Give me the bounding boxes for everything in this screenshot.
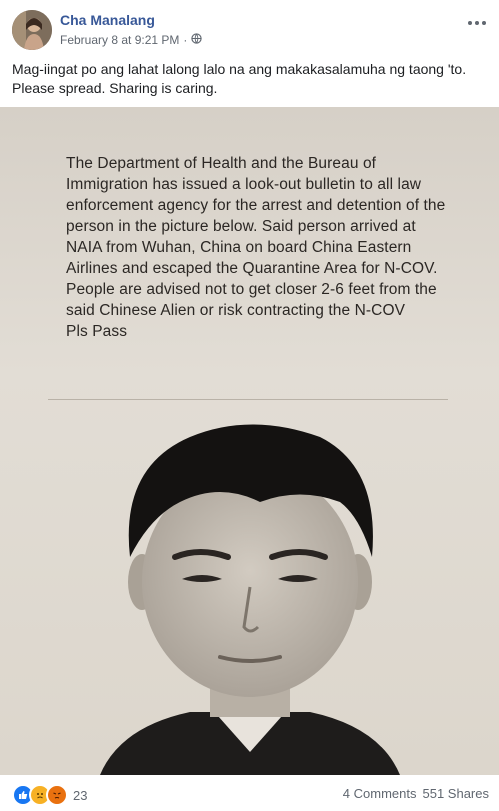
post-stats (343, 786, 489, 801)
comments-count-link[interactable]: 4 Comments (342, 786, 417, 801)
reactions-summary[interactable] (12, 784, 87, 806)
angry-icon (46, 784, 68, 806)
author-name[interactable]: Cha Manalang (60, 12, 155, 28)
post-timestamp[interactable]: February 8 at 9:21 PM (60, 33, 180, 47)
portrait-photo (60, 407, 440, 775)
post-text (12, 60, 488, 98)
divider (48, 399, 448, 400)
post-text-line: Mag-iingat po ang lahat lalong lalo na ang makakasalamuha ng taong 'to. (12, 61, 467, 77)
bulletin-text: The Department of Health and the Bureau of Immigration has issued a look-out bulletin to all law enforcement agency for the arrest and detention of the person in the picture below. Said person arrived at NAIA from Wuhan, China on board China Eastern Airlines and escaped the Quarantine Area for N-COV. People are advised not to get closer 2-6 feet from the said Chinese Alien or risk contracting the N-COV Pls Pass (66, 155, 446, 340)
post-meta (60, 33, 202, 47)
more-options-icon[interactable] (467, 10, 487, 31)
post-text-line: Please spread. Sharing is caring. (12, 80, 218, 96)
avatar[interactable] (12, 10, 52, 50)
post-footer (0, 778, 499, 811)
post-photo[interactable] (0, 107, 499, 775)
reaction-count[interactable]: 23 (73, 787, 88, 803)
shares-count-link[interactable]: 551 Shares (422, 786, 489, 801)
meta-separator: · (183, 33, 188, 47)
post-header (0, 0, 499, 58)
globe-icon[interactable] (191, 33, 202, 47)
